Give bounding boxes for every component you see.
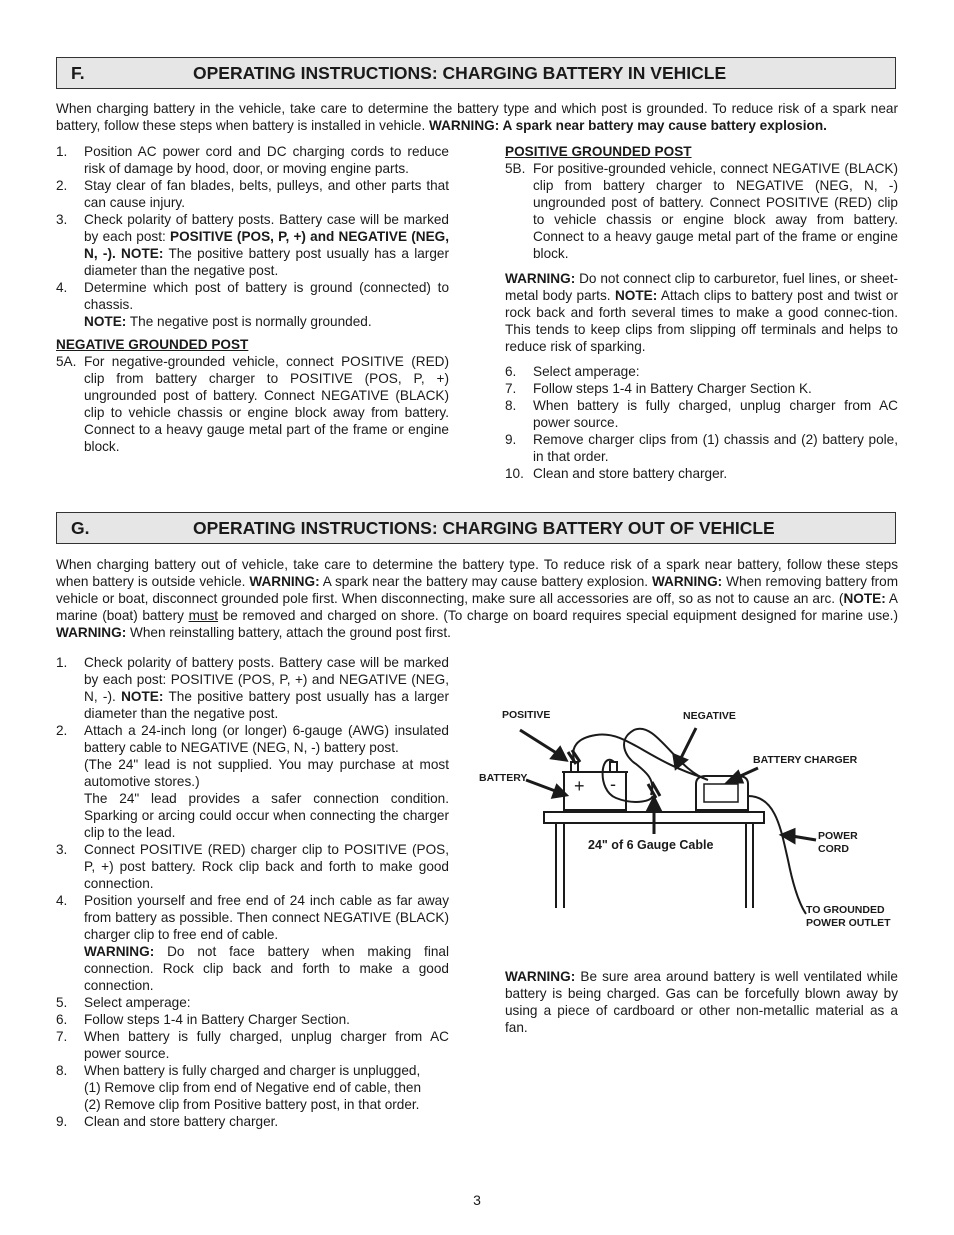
section-f-intro: When charging battery in the vehicle, take care to determine the battery type and which post is grounded. To reduce risk of a spark near battery, follow these steps when battery is installed in vehicle. WARNING: A spark near battery may cause battery explosion. [56, 101, 898, 133]
label-battery-charger: BATTERY CHARGER [753, 754, 858, 766]
section-f-header [56, 57, 896, 89]
label-battery: BATTERY [479, 772, 528, 784]
list-item: 3. Check polarity of battery posts. Battery case will be marked by each post: POSITIVE (POS, P, +) and NEGATIVE (NEG, N, -). NOTE: The positive battery post usually has a larger diameter than the negative post. [56, 212, 450, 278]
list-item: 8. When battery is fully charged, unplug charger from AC power source. [505, 398, 898, 430]
list-item: 6. Follow steps 1-4 in Battery Charger Section. [56, 1012, 350, 1027]
list-item: 2. Attach a 24-inch long (or longer) 6-gauge (AWG) insulated battery cable to NEGATIVE (NEG, N, -) battery post. [56, 723, 449, 755]
battery-minus-sign: - [610, 774, 616, 794]
list-item: 9. Clean and store battery charger. [56, 1114, 279, 1129]
arrow-positive [520, 730, 558, 754]
list-item: 5. Select amperage: [56, 995, 191, 1010]
list-item: 7. When battery is fully charged, unplug charger from AC power source. [56, 1029, 449, 1061]
list-item: 5A. For negative-grounded vehicle, connect POSITIVE (RED) clip from battery charger to POSITIVE (POS, P, +) ungrounded post of battery. Connect NEGATIVE (BLACK) clip to vehicle chassis or engine block away from battery. Connect to a heavy gauge metal part of the frame or engine block. [56, 354, 449, 454]
section-f-title: OPERATING INSTRUCTIONS: CHARGING BATTERY IN VEHICLE [193, 63, 727, 83]
section-g-letter: G. [71, 518, 90, 538]
label-cord: CORD [818, 843, 849, 855]
list-item: 2. Stay clear of fan blades, belts, pulleys, and other parts that can cause injury. [56, 178, 449, 210]
list-item: 8. When battery is fully charged and charger is unplugged, [56, 1063, 421, 1078]
battery-charging-diagram [476, 700, 916, 940]
list-item: 5B. For positive-grounded vehicle, connect NEGATIVE (BLACK) clip from battery charger to NEGATIVE (NEG, N, -) ungrounded post of battery. Connect POSITIVE (RED) clip to vehicle chassis or engine block away from battery. Connect to a heavy gauge metal part of the frame or engine block. [505, 161, 898, 261]
table-leg-left [556, 823, 564, 908]
list-item: 7. Follow steps 1-4 in Battery Charger Section K. [505, 381, 812, 396]
section-g-header [56, 512, 896, 544]
table-leg-right [746, 823, 753, 908]
list-item: 4. Position yourself and free end of 24 inch cable as far away from battery as possible. Then connect NEGATIVE (BLACK) charger clip to free end of cable. [56, 893, 449, 942]
section-f-left-column [56, 143, 449, 455]
step-4-warning: WARNING: Do not face battery when making final connection. Rock clip back and forth to make a good connection. [84, 944, 449, 993]
section-g-intro: When charging battery out of vehicle, take care to determine the battery type. To reduce risk of a spark near battery, follow these steps when battery is outside vehicle. WARNING: A spark near the battery may cause battery explosion. WARNING: When removing battery from vehicle or boat, disconnect grounded pole first. When disconnecting, make sure all accessories are off, so as not to cause an arc. (NOTE: A marine (boat) battery must be removed and charged on shore. (To charge on board requires special equipment designed for marine use.) WARNING: When reinstalling battery, attach the ground post first. [56, 557, 899, 640]
section-g-title: OPERATING INSTRUCTIONS: CHARGING BATTERY OUT OF VEHICLE [193, 518, 775, 538]
positive-grounded-heading: POSITIVE GROUNDED POST [505, 144, 692, 159]
arrow-negative [680, 728, 696, 760]
section-g-left-column: 1. Check polarity of battery posts. Battery case will be marked by each post: POSITIVE (POS, P, +) and NEGATIVE (NEG, N, -). NOTE: The positive battery post usually has a larger diameter than the negative post. 2. Attach a 24-inch long (or longer) 6-gauge (AWG) insulated battery cable to NEGATIVE (NEG, N, -) battery post. (The 24" lead is not supplied. You may purchase at most automotive stores.) The 24" lead provides a safer connection condition. Sparking or arcing could occur when connecting the charger clip to the lead. 3. Connect POSITIVE (RED) charger clip to POSITIVE (POS, P, +) post battery. Rock clip back and forth to make good connection. 4. Position yourself and free end of 24 inch cable as far away from battery as possible. Then connect NEGATIVE (BLACK) charger clip to free end of cable. WARNING: Do not face battery when making final connection. Rock clip back and forth to make a good connection. 5. Select amperage: 6. Follow steps 1-4 in Battery Charger Section. 7. When battery is fully charged, unplug charger from AC power source. 8. When battery is fully charged and charger is unplugged, (1) Remove clip from end of Negative end of cable, then (2) Remove clip from Positive battery post, in that order. 9. Clean and store battery charger. [56, 655, 449, 1129]
section-f-letter: F. [71, 63, 85, 83]
list-item: 4. Determine which post of battery is ground (connected) to chassis. NOTE: The negative post is normally grounded. [56, 280, 449, 329]
page-number: 3 [473, 1192, 481, 1208]
section-f-warning: WARNING: Do not connect clip to carburetor, fuel lines, or sheet-metal body parts. NOTE: Attach clips to battery post and twist or rock back and forth several times to make a good connec-tion. This tends to keep clips from slipping off terminals and helps to reduce risk of sparking. [505, 271, 898, 354]
battery-plus-sign: + [574, 776, 585, 796]
list-item: 9. Remove charger clips from (1) chassis and (2) battery pole, in that order. [505, 432, 898, 464]
battery-post-negative [610, 762, 617, 772]
arrow-power [792, 836, 816, 840]
label-power: POWER [818, 830, 858, 842]
list-item: 6. Select amperage: [505, 364, 640, 379]
charger-panel [704, 784, 738, 802]
list-item: 10. Clean and store battery charger. [505, 466, 728, 481]
section-f-intro-warning: WARNING: A spark near battery may cause battery explosion. [429, 118, 827, 133]
label-positive: POSITIVE [502, 709, 551, 721]
list-item: 3. Connect POSITIVE (RED) charger clip to POSITIVE (POS, P, +) post battery. Rock clip back and forth to make good connection. [56, 842, 449, 891]
list-item: 1. Position AC power cord and DC charging cords to reduce risk of damage by hood, door, or moving engine parts. [56, 144, 449, 176]
section-g-warning: WARNING: Be sure area around battery is well ventilated while battery is being charged. Gas can be forcefully blown away by using a piece of cardboard or other non-metallic material as a fan. [505, 969, 898, 1035]
label-power-outlet: POWER OUTLET [806, 917, 891, 929]
arrow-battery [526, 780, 558, 792]
negative-grounded-heading: NEGATIVE GROUNDED POST [56, 337, 249, 352]
section-f-right-column [505, 143, 898, 482]
label-negative: NEGATIVE [683, 710, 736, 722]
list-item: 1. Check polarity of battery posts. Battery case will be marked by each post: POSITIVE (POS, P, +) and NEGATIVE (NEG, N, -). NOTE: The positive battery post usually has a larger diameter than the negative post. [56, 655, 449, 721]
label-to-grounded: TO GROUNDED [806, 904, 885, 916]
label-gauge-cable: 24" of 6 Gauge Cable [588, 838, 714, 852]
